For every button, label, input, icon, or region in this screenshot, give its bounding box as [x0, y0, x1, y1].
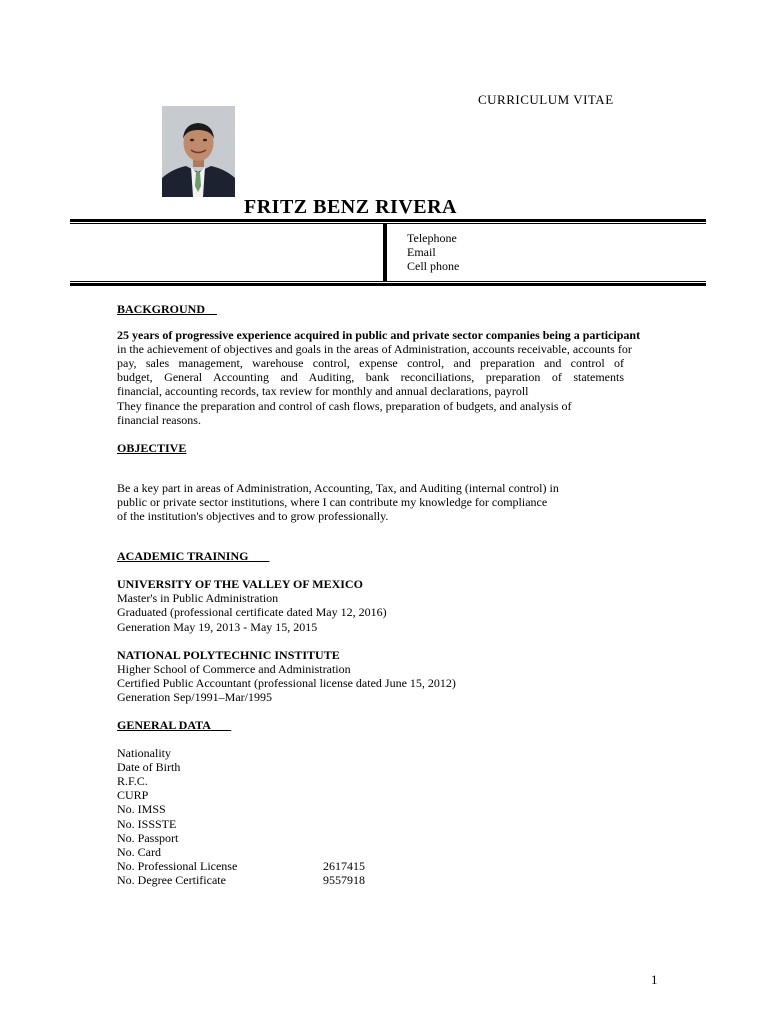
general-data-label: Date of Birth	[117, 760, 181, 775]
general-data-label: Nationality	[117, 746, 171, 761]
general-data-row	[117, 845, 687, 859]
background-line: in the achievement of objectives and goals in the areas of Administration, accounts receivable, accounts for	[117, 342, 632, 357]
contact-email-label: Email	[407, 245, 436, 259]
general-data-row	[117, 802, 687, 816]
institution-detail: Certified Public Accountant (professional license dated June 15, 2012)	[117, 675, 456, 690]
header-rule-top-thin	[70, 223, 706, 224]
institution-detail: Graduated (professional certificate dated May 12, 2016)	[117, 605, 387, 620]
page-number: 1	[651, 972, 658, 987]
candidate-name: FRITZ BENZ RIVERA	[244, 196, 457, 218]
general-data-label: R.F.C.	[117, 774, 148, 789]
background-line: budget, General Accounting and Auditing, bank reconciliations, preparation of statements	[117, 370, 624, 385]
general-data-value: 2617415	[323, 858, 365, 873]
contact-block	[407, 231, 459, 273]
header-rule-bottom	[70, 283, 706, 286]
background-lead: 25 years of progressive experience acquired in public and private sector companies being a participant	[117, 328, 641, 343]
background-line: financial, accounting records, tax review for monthly and annual declarations, payroll	[117, 384, 529, 399]
objective-line: Be a key part in areas of Administration, Accounting, Tax, and Auditing (internal control) in	[117, 480, 559, 495]
general-data-label: No. Card	[117, 844, 161, 859]
profile-photo	[162, 106, 235, 197]
institution-name: NATIONAL POLYTECHNIC INSTITUTE	[117, 647, 340, 662]
general-data-row	[117, 760, 687, 774]
contact-cellphone-label: Cell phone	[407, 259, 460, 273]
cv-body	[117, 302, 687, 887]
institution-name: UNIVERSITY OF THE VALLEY OF MEXICO	[117, 577, 363, 592]
general-data-row	[117, 831, 687, 845]
general-data-value: 9557918	[323, 872, 365, 887]
general-data-row	[117, 746, 687, 760]
document-title: CURRICULUM VITAE	[478, 92, 614, 107]
background-line: pay, sales management, warehouse control, expense control, and preparation and control of	[117, 356, 624, 371]
background-line: They finance the preparation and control of cash flows, preparation of budgets, and analysis of	[117, 398, 572, 413]
general-data-row	[117, 817, 687, 831]
institution-detail: Higher School of Commerce and Administration	[117, 661, 351, 676]
objective-line: of the institution's objectives and to grow professionally.	[117, 509, 389, 524]
general-data-heading: GENERAL DATA	[117, 717, 211, 732]
contact-telephone-label: Telephone	[407, 231, 457, 245]
institution-detail: Generation Sep/1991–Mar/1995	[117, 689, 272, 704]
background-heading: BACKGROUND	[117, 302, 206, 316]
objective-line: public or private sector institutions, where I can contribute my knowledge for compliance	[117, 494, 548, 509]
header-rule-top	[70, 219, 706, 222]
general-data-label: No. Degree Certificate	[117, 872, 226, 887]
academic-heading: ACADEMIC TRAINING	[117, 549, 249, 564]
general-data-label: No. IMSS	[117, 802, 166, 817]
general-data-row	[117, 859, 687, 873]
general-data-label: No. Passport	[117, 830, 179, 845]
general-data-row	[117, 774, 687, 788]
general-data-label: No. ISSSTE	[117, 816, 177, 831]
general-data-label: No. Professional License	[117, 858, 238, 873]
person-portrait-icon	[162, 106, 235, 197]
institution-detail: Generation May 19, 2013 - May 15, 2015	[117, 619, 318, 634]
general-data-row	[117, 788, 687, 802]
general-data-row	[117, 873, 687, 887]
background-line: financial reasons.	[117, 412, 201, 427]
objective-heading: OBJECTIVE	[117, 440, 187, 455]
institution-detail: Master's in Public Administration	[117, 591, 279, 606]
header-column-divider	[383, 223, 387, 282]
header-rule-bottom-thin	[70, 281, 706, 282]
general-data-label: CURP	[117, 788, 149, 803]
